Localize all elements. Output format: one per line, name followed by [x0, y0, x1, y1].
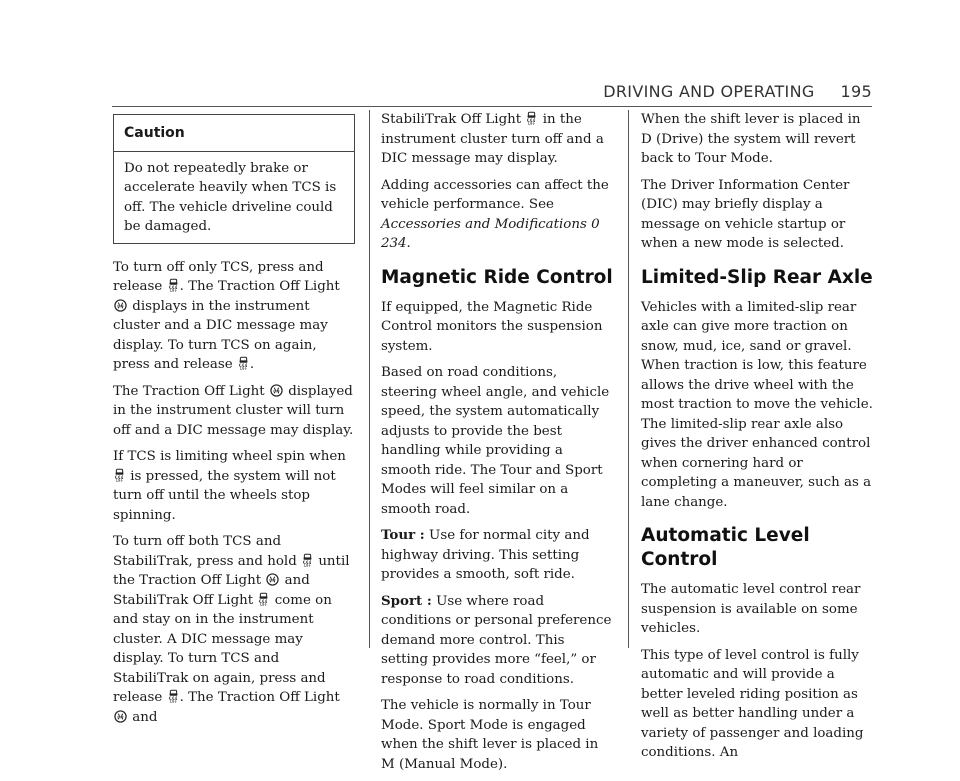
page-reference[interactable]: 0 234.: [381, 216, 600, 251]
traction-off-light-icon: [266, 572, 279, 587]
column-divider: [369, 110, 370, 648]
paragraph: Vehicles with a limited-slip rear axle can give more traction on snow, mud, ice, sand or gravel. When traction is low, this feature allows the drive wheel with the most traction to move the vehicle. The limited-slip rear axle also gives the driver enhanced control when cornering hard or completing a maneuver, such as a lane change.: [641, 299, 873, 510]
paragraph: If TCS is limiting wheel spin when is pressed, the system will not turn off until the wheels stop spinning.: [113, 449, 346, 523]
paragraph: StabiliTrak Off Light in the instrument cluster turn off and a DIC message may display.: [381, 112, 604, 166]
tour-label: Tour :: [381, 527, 425, 543]
paragraph: Tour : Use for normal city and highway driving. This setting provides a smooth, soft ride.: [381, 527, 590, 582]
column-3: [641, 110, 875, 770]
paragraph: The vehicle is normally in Tour Mode. Sport Mode is engaged when the shift lever is placed in M (Manual Mode).: [381, 698, 599, 772]
caution-title: Caution: [114, 115, 354, 152]
paragraph: To turn off both TCS and StabiliTrak, press and hold until the Traction Off Light and StabiliTrak Off Light come on and stay on in the instrument cluster. A DIC message may display. To turn TCS and StabiliTrak on again, press and release . The Traction Off Light and: [113, 534, 350, 725]
paragraph: Based on road conditions, steering wheel angle, and vehicle speed, the system automatically adjusts to provide the best handling while providing a smooth ride. The Tour and Sport Modes will feel similar on a smooth road.: [381, 365, 610, 517]
paragraph: The Driver Information Center (DIC) may briefly display a message on vehicle startup or when a new mode is selected.: [641, 177, 850, 251]
paragraph: When the shift lever is placed in D (Drive) the system will revert back to Tour Mode.: [641, 112, 861, 166]
car-skid-off-icon: [258, 592, 269, 607]
car-skid-off-icon: [168, 278, 179, 293]
paragraph: The automatic level control rear suspension is available on some vehicles.: [641, 582, 861, 636]
header-rule: [112, 106, 872, 107]
traction-off-light-icon: [114, 298, 127, 313]
page-header: [603, 82, 872, 101]
heading-magnetic-ride-control: Magnetic Ride Control: [381, 266, 613, 288]
column-2: [381, 110, 615, 781]
traction-off-light-icon: [114, 709, 127, 724]
paragraph: The Traction Off Light displayed in the instrument cluster will turn off and a DIC message may display.: [113, 383, 354, 438]
paragraph: If equipped, the Magnetic Ride Control monitors the suspension system.: [381, 299, 603, 354]
car-skid-off-icon: [302, 553, 313, 568]
heading-automatic-level-control: Automatic Level Control: [641, 525, 810, 570]
heading-limited-slip-rear-axle: Limited-Slip Rear Axle: [641, 266, 873, 288]
traction-off-light-icon: [270, 383, 283, 398]
section-title: DRIVING AND OPERATING: [603, 82, 815, 101]
sport-label: Sport :: [381, 592, 432, 609]
page-number: 195: [840, 82, 872, 101]
caution-text: Do not repeatedly brake or accelerate heavily when TCS is off. The vehicle driveline could be damaged.: [124, 160, 337, 234]
car-skid-off-icon: [114, 468, 125, 483]
cross-reference-link[interactable]: Accessories and Modifications: [381, 216, 587, 232]
column-divider: [628, 110, 629, 648]
caution-body: [114, 152, 354, 243]
car-skid-off-icon: [238, 356, 249, 371]
paragraph: Sport : Use where road conditions or personal preference demand more control. This setting provides more “feel,” or response to road conditions.: [381, 592, 612, 687]
paragraph: This type of level control is fully automatic and will provide a better leveled riding position as well as better handling under a variety of passenger and loading conditions. An: [641, 647, 864, 760]
column-1: [113, 110, 355, 734]
car-skid-off-icon: [526, 111, 537, 126]
caution-box: [113, 114, 355, 244]
car-skid-off-icon: [168, 689, 179, 704]
paragraph: Adding accessories can affect the vehicle performance. See Accessories and Modifications 0 234.: [381, 177, 609, 251]
paragraph: To turn off only TCS, press and release . The Traction Off Light displays in the instrument cluster and a DIC message may display. To turn TCS on again, press and release .: [113, 259, 340, 372]
